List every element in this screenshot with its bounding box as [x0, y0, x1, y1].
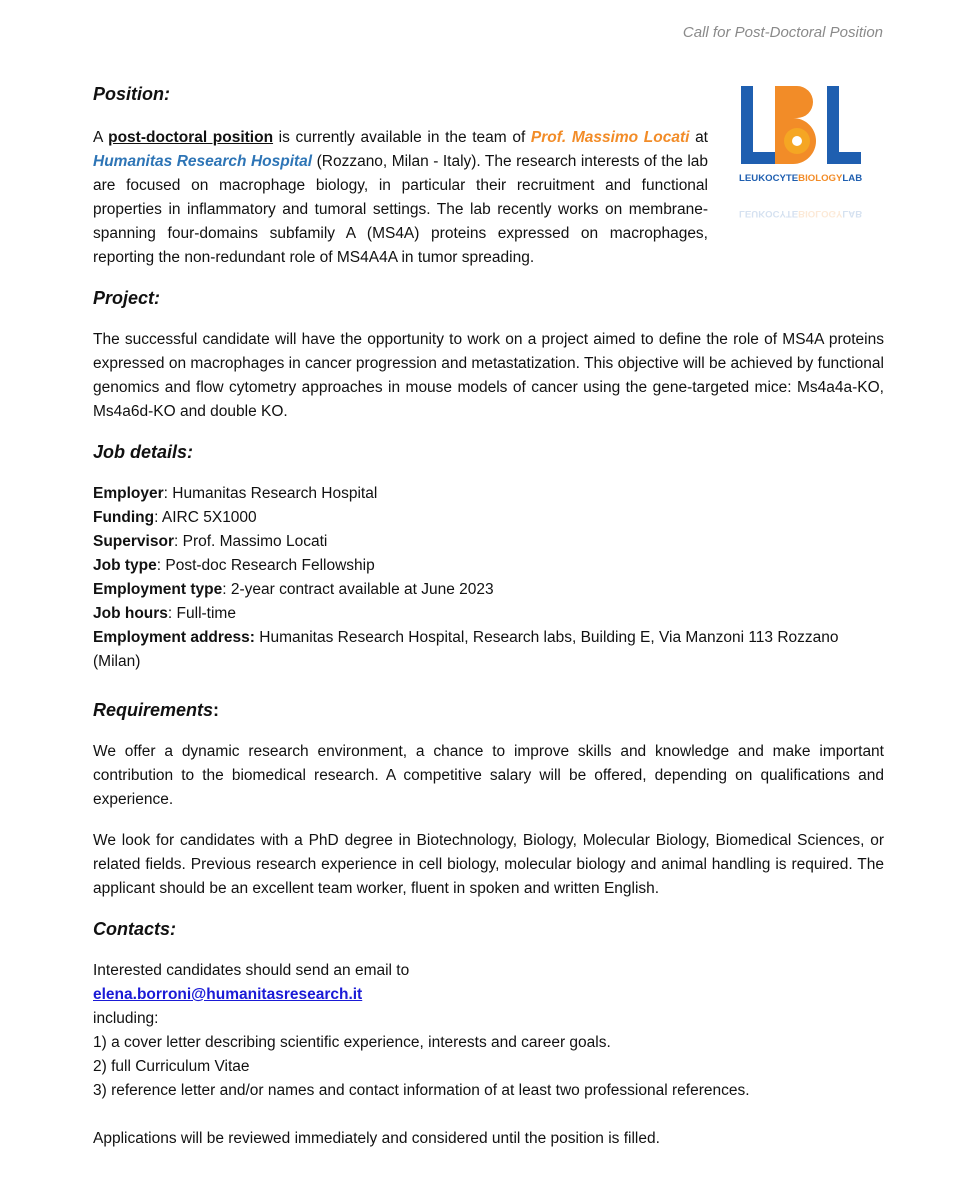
- job-detail-value: Humanitas Research Hospital: [172, 485, 378, 502]
- position-text-4: (Rozzano, Milan - Italy). The research interests of the lab are focused on macrophage biology, in particular their recruitment and functional properties in inflammatory and tumoral settings. The lab recently works on membrane-spanning four-domains subfamily A (MS4A) proteins expressed on macrophages, reporting the non-redundant role of MS4A4A in tumor spreading.: [93, 153, 709, 266]
- job-detail-label: Employment type: [93, 581, 223, 598]
- post-doc-highlight: post-doctoral position: [108, 129, 274, 146]
- job-detail-row: [93, 578, 884, 602]
- hospital-name: Humanitas Research Hospital: [93, 153, 313, 170]
- job-detail-row: [93, 530, 884, 554]
- job-details-section: [93, 438, 884, 674]
- spacer: [93, 1103, 884, 1127]
- job-detail-value: Prof. Massimo Locati: [182, 533, 328, 550]
- logo-reflection: [739, 208, 862, 219]
- job-details-heading: Job details:: [93, 442, 194, 462]
- position-heading: Position:: [93, 84, 170, 104]
- contact-email-link[interactable]: elena.borroni@humanitasresearch.it: [93, 986, 363, 1003]
- job-detail-label: Employer: [93, 485, 164, 502]
- professor-name: Prof. Massimo Locati: [530, 129, 690, 146]
- position-text-3: at: [689, 129, 708, 146]
- contacts-list-item: 2) full Curriculum Vitae: [93, 1058, 250, 1075]
- job-detail-separator: :: [163, 485, 173, 502]
- logo-letter-l-left-foot: [741, 152, 775, 164]
- logo-gear-hole: [792, 136, 802, 146]
- contacts-closing: Applications will be reviewed immediately and considered until the position is filled.: [93, 1130, 660, 1147]
- requirements-section: [93, 696, 884, 901]
- job-detail-row: [93, 626, 884, 674]
- requirements-paragraph-2: We look for candidates with a PhD degree in Biotechnology, Biology, Molecular Biology, Biomedical Sciences, or related fields. Previous research experience in cell biology, molecular biology and animal handling is required. The applicant should be an excellent team worker, fluent in spoken and written English.: [93, 832, 884, 897]
- leukocyte-biology-lab-logo: [735, 78, 870, 243]
- document-body: [93, 80, 884, 1151]
- job-detail-label: Job type: [93, 557, 157, 574]
- job-detail-value: AIRC 5X1000: [161, 509, 257, 526]
- contacts-body: [93, 959, 884, 1151]
- contacts-section: [93, 915, 884, 1151]
- job-detail-row: [93, 506, 884, 530]
- requirements-paragraph-1: We offer a dynamic research environment, a chance to improve skills and knowledge and make important contribution to the biomedical research. A competitive salary will be offered, depending on qualifications and experience.: [93, 743, 884, 808]
- job-detail-value: Post-doc Research Fellowship: [165, 557, 375, 574]
- project-section: [93, 284, 884, 424]
- contacts-list-item: 1) a cover letter describing scientific experience, interests and career goals.: [93, 1034, 611, 1051]
- position-paragraph: [93, 126, 708, 270]
- requirements-heading-text: Requirements: [93, 700, 214, 720]
- job-detail-value: 2-year contract available at June 2023: [230, 581, 494, 598]
- contacts-including: including:: [93, 1010, 159, 1027]
- job-detail-label: Funding: [93, 509, 155, 526]
- job-detail-row: [93, 602, 884, 626]
- project-paragraph: The successful candidate will have the opportunity to work on a project aimed to define the role of MS4A proteins expressed on macrophages in cancer progression and metastatization. This objective will be achieved by functional genomics and flow cytometry approaches in mouse models of cancer using the gene-targeted mice: Ms4a4a-KO, Ms4a6d-KO and double KO.: [93, 331, 884, 420]
- contacts-heading: Contacts:: [93, 919, 177, 939]
- job-detail-row: [93, 554, 884, 578]
- job-detail-label: Supervisor: [93, 533, 174, 550]
- requirements-heading-colon: :: [213, 700, 220, 720]
- job-detail-separator: :: [154, 509, 162, 526]
- job-detail-label: Job hours: [93, 605, 168, 622]
- job-detail-separator: :: [222, 581, 231, 598]
- job-detail-value: Humanitas Research Hospital, Research labs, Building E, Via Manzoni 113 Rozzano (Milan): [93, 629, 839, 670]
- page-header-title: Call for Post-Doctoral Position: [682, 24, 883, 41]
- job-detail-separator: :: [156, 557, 166, 574]
- job-detail-label: Employment address:: [93, 629, 255, 646]
- job-detail-separator: :: [167, 605, 177, 622]
- logo-letter-l-right-foot: [827, 152, 861, 164]
- logo-caption: LEUKOCYTEBIOLOGYLAB: [739, 173, 863, 184]
- contacts-list-item: 3) reference letter and/or names and contact information of at least two professional references.: [93, 1082, 750, 1099]
- position-text-1: A: [93, 129, 109, 146]
- svg-text:LEUKOCYTEBIOLOGYLAB: LEUKOCYTEBIOLOGYLAB: [739, 208, 863, 219]
- contacts-intro: Interested candidates should send an email to: [93, 962, 410, 979]
- job-detail-row: [93, 482, 884, 506]
- position-section: [93, 80, 884, 270]
- position-text-2: is currently available in the team of: [273, 129, 531, 146]
- job-details-list: [93, 482, 884, 674]
- requirements-heading: [93, 696, 884, 724]
- job-detail-value: Full-time: [176, 605, 236, 622]
- job-detail-separator: :: [173, 533, 183, 550]
- project-heading: Project:: [93, 288, 161, 308]
